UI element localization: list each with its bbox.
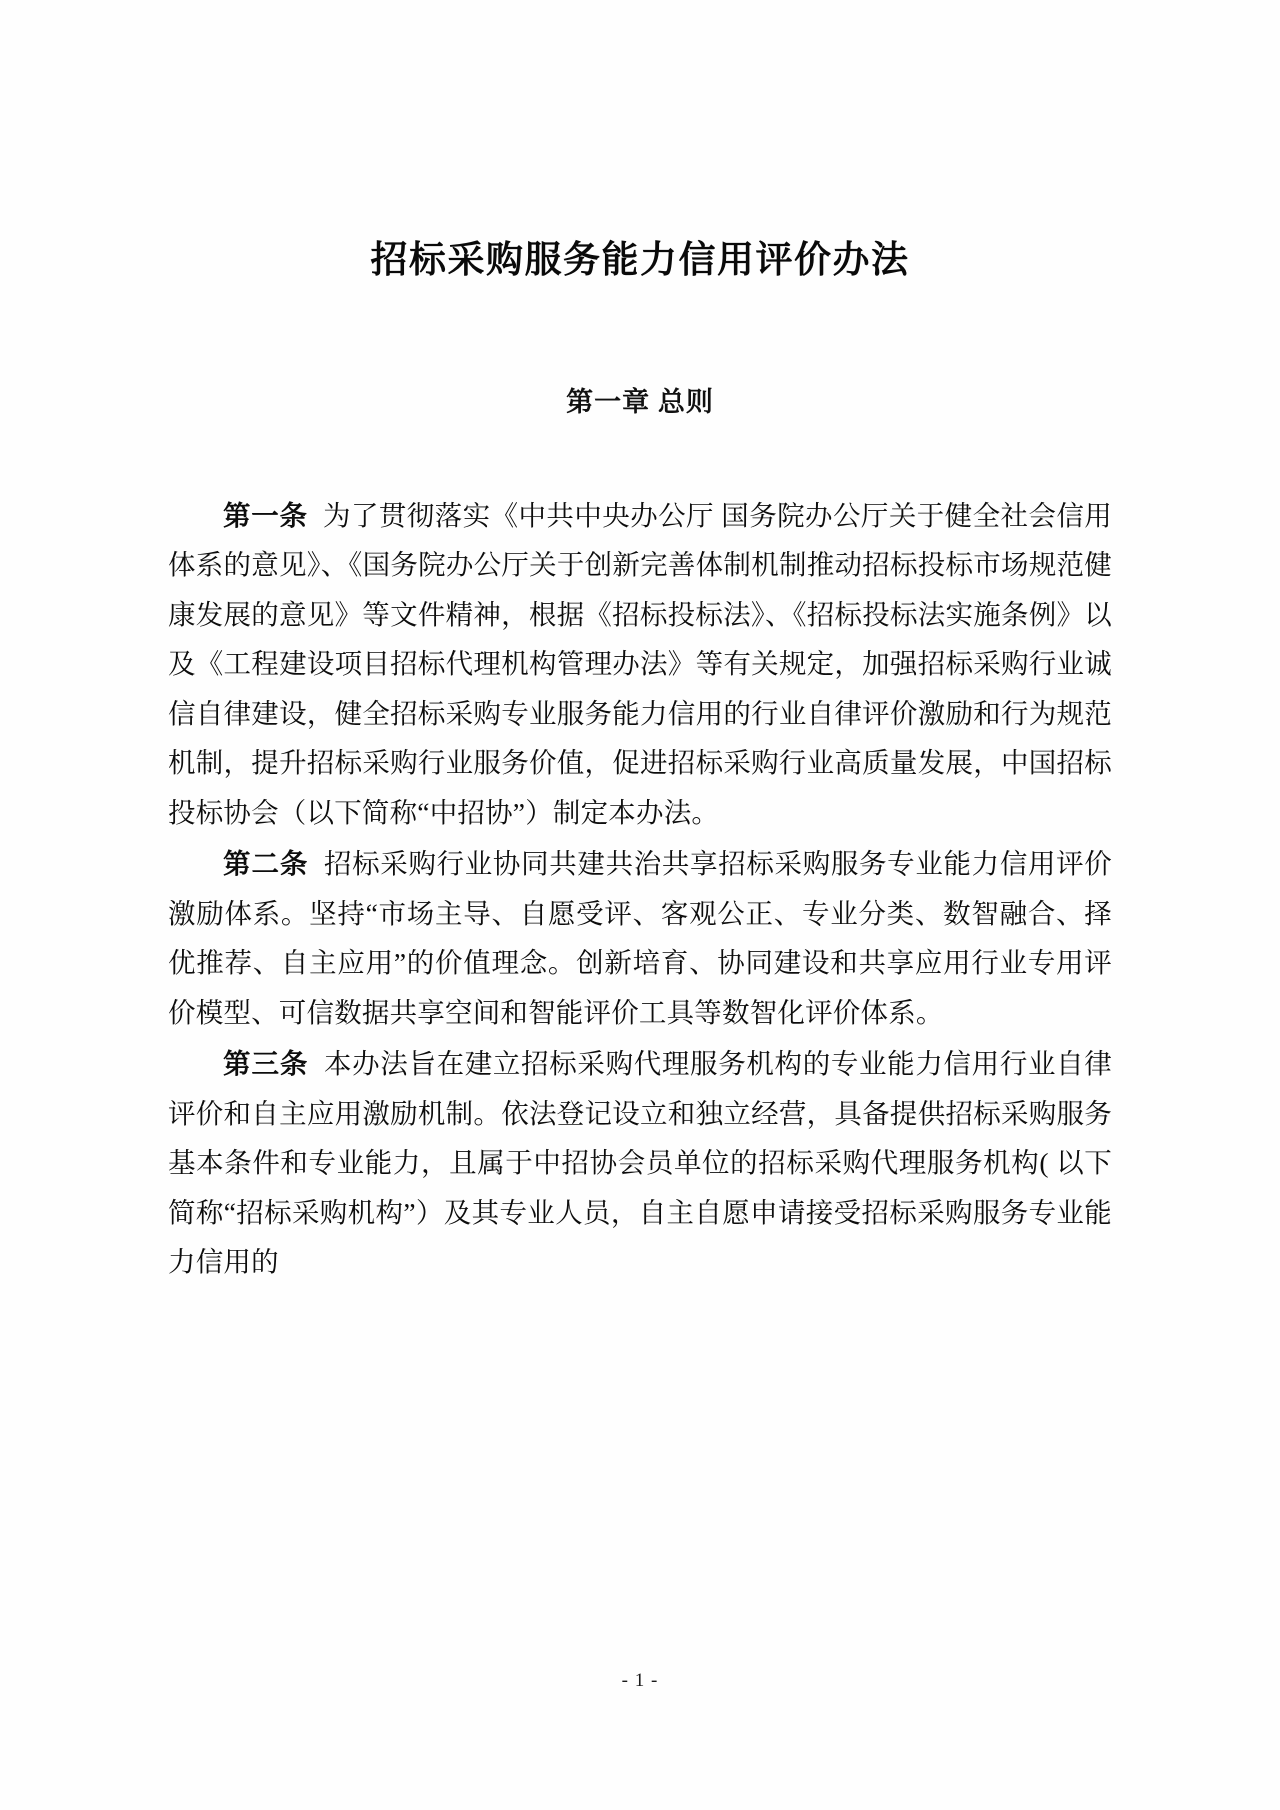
article-text-1: 为了贯彻落实《中共中央办公厅 国务院办公厅关于健全社会信用体系的意见》、《国务院办公厅关于创新完善体制机制推动招标投标市场规范健康发展的意见》等文件精神，根据《招标投标法》、《招标投标法实施条例》以及《工程建设项目招标代理机构管理办法》等有关规定，加强招标采购行业诚信自律建设，健全招标采购专业服务能力信用的行业自律评价激励和行为规范机制，提升招标采购行业服务价值，促进招标采购行业高质量发展，中国招标投标协会（以下简称“中招协”）制定本办法。 [168, 499, 1112, 828]
article-paragraph-2 [168, 839, 1112, 1037]
article-paragraph-3 [168, 1039, 1112, 1287]
page-title: 招标采购服务能力信用评价办法 [370, 240, 910, 281]
article-label-1: 第一条 [223, 499, 308, 531]
article-text-3: 本办法旨在建立招标采购代理服务机构的专业能力信用行业自律评价和自主应用激励机制。依法登记设立和独立经营，具备提供招标采购服务基本条件和专业能力，且属于中招协会员单位的招标采购代理服务机构( 以下简称“招标采购机构”）及其专业人员，自主自愿申请接受招标采购服务专业能力信用的 [168, 1048, 1112, 1278]
page-number: - 1 - [621, 1670, 659, 1691]
article-text-2: 招标采购行业协同共建共治共享招标采购服务专业能力信用评价激励体系。坚持“市场主导、自愿受评、客观公正、专业分类、数智融合、择优推荐、自主应用”的价值理念。创新培育、协同建设和共享应用行业专用评价模型、可信数据共享空间和智能评价工具等数智化评价体系。 [168, 848, 1112, 1028]
chapter-heading: 第一章 总则 [566, 387, 714, 418]
article-label-3: 第三条 [223, 1048, 309, 1080]
article-label-2: 第二条 [223, 848, 309, 880]
article-paragraph-1 [168, 491, 1112, 838]
document-body [0, 491, 1280, 1289]
